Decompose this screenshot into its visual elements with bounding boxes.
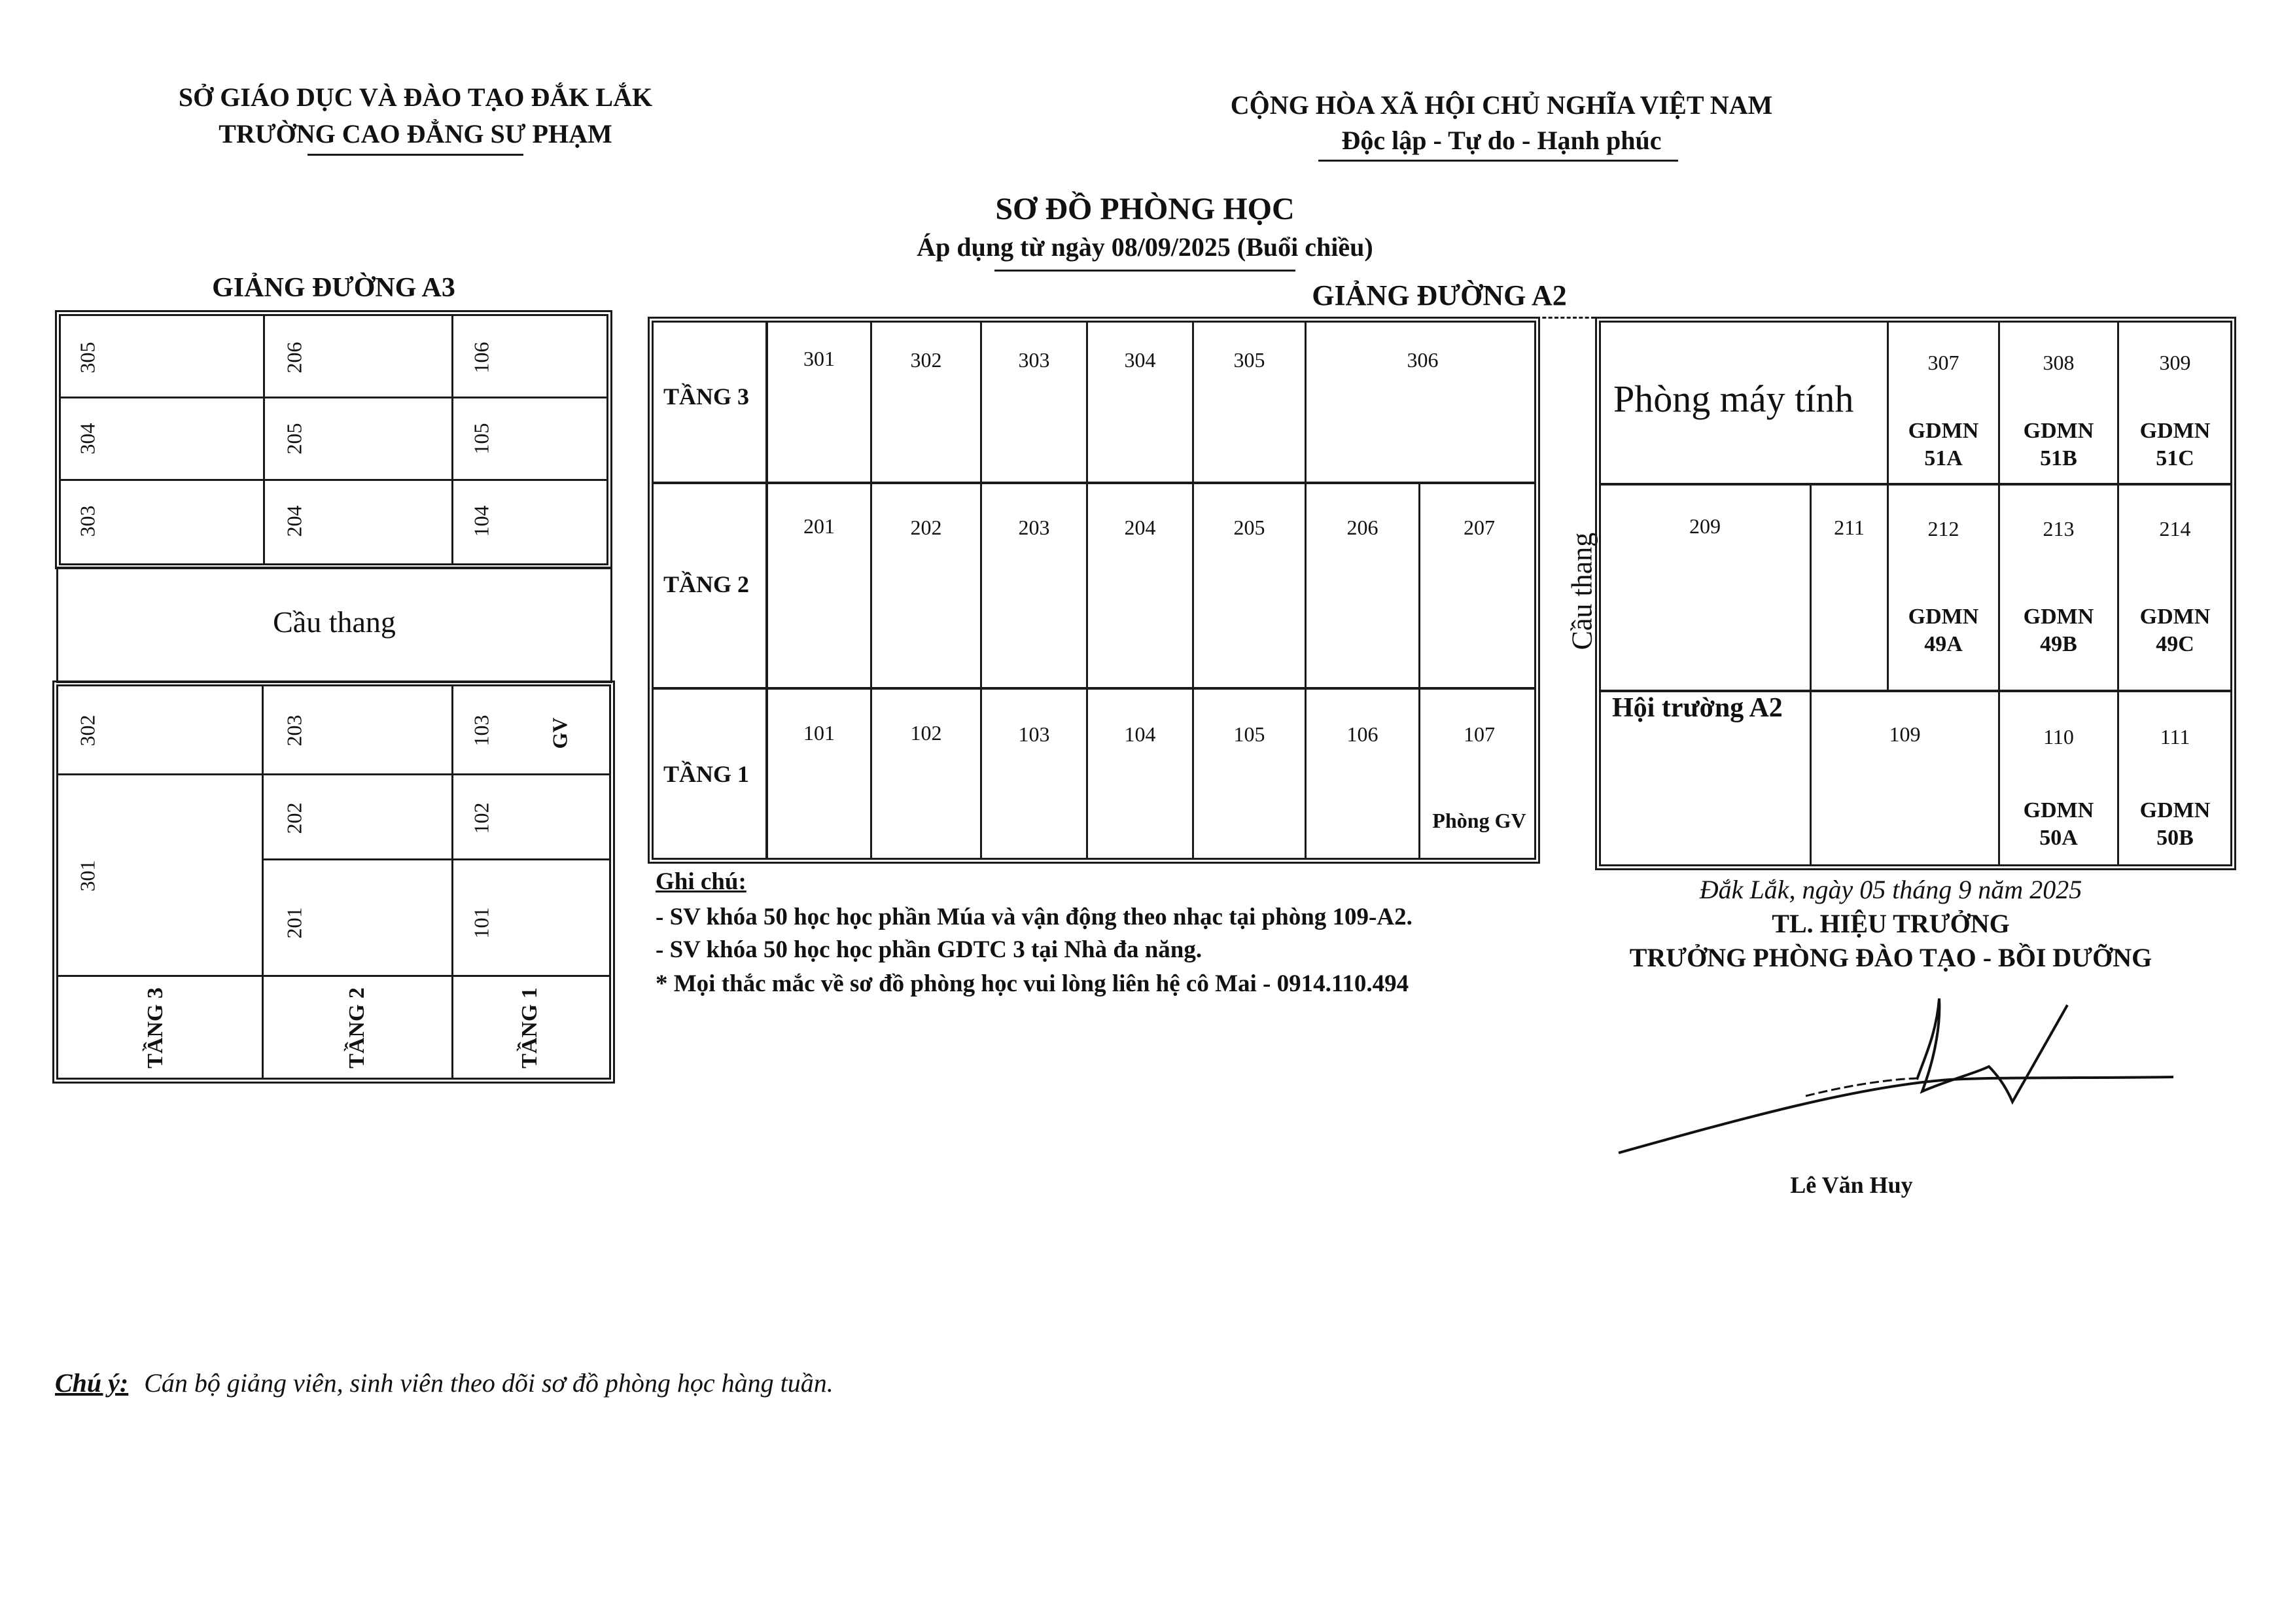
a3-floor3-label: TẦNG 3 <box>143 987 167 1068</box>
a3-divider <box>60 397 607 398</box>
a2-class-212: GDMN <box>1908 605 1979 629</box>
a2-room-211: 211 <box>1834 516 1865 539</box>
a3-room-304: 304 <box>75 423 99 455</box>
country-name: CỘNG HÒA XÃ HỘI CHỦ NGHĨA VIỆT NAM <box>1230 90 1773 120</box>
a2-room-106: 106 <box>1346 722 1378 746</box>
a2-divider <box>870 322 872 858</box>
a2-floor3-label: TẦNG 3 <box>663 383 750 410</box>
a2-room-213: 213 <box>2043 517 2075 540</box>
a3-room-201: 201 <box>282 907 306 939</box>
a3-room-103: 103 <box>469 715 493 747</box>
a3-floor2-label: TẦNG 2 <box>344 987 369 1068</box>
a2-room-303: 303 <box>1018 348 1050 372</box>
a3-divider <box>451 315 453 564</box>
a2-room-309: 309 <box>2159 351 2191 374</box>
a3-divider <box>60 479 607 481</box>
a2-class-213-code: 49B <box>2040 632 2077 656</box>
a3-gv-label: GV <box>548 717 572 749</box>
a2-floor-divider <box>653 482 1535 484</box>
a2-class-309: GDMN <box>2139 419 2211 443</box>
a2-class-110-code: 50A <box>2039 826 2078 850</box>
a2-room-307: 307 <box>1927 351 1959 374</box>
dept-name: SỞ GIÁO DỤC VÀ ĐÀO TẠO ĐẮK LẮK <box>178 82 653 112</box>
a2-room-107: 107 <box>1464 722 1495 746</box>
a2-room-302: 302 <box>910 348 942 372</box>
a2-class-110: GDMN <box>2023 798 2094 822</box>
a2-room-204: 204 <box>1124 516 1156 539</box>
subtitle-underline <box>994 270 1295 272</box>
signature-scribble <box>1609 981 2198 1165</box>
a2-divider <box>2117 322 2119 865</box>
a2-left-frame <box>648 317 1540 864</box>
a3-room-305: 305 <box>75 342 99 374</box>
notes-line-1: - SV khóa 50 học học phần Múa và vận động theo nhạc tại phòng 109-A2. <box>656 904 1413 930</box>
a2-hall: Hội trường A2 <box>1612 693 1783 723</box>
a2-room-110: 110 <box>2043 725 2074 749</box>
a2-divider <box>1418 484 1420 858</box>
a2-stairs-label: Cầu thang <box>1566 532 1598 650</box>
a2-room-105: 105 <box>1233 722 1265 746</box>
a3-room-206: 206 <box>282 342 306 374</box>
a2-class-308-code: 51B <box>2040 446 2077 470</box>
sign-title-1: TL. HIỆU TRƯỞNG <box>1772 909 2010 938</box>
a2-room-205: 205 <box>1233 516 1265 539</box>
motto-underline <box>1318 160 1678 162</box>
a2-floor1-label: TẦNG 1 <box>663 761 750 787</box>
a2-floor-divider <box>1600 483 2231 485</box>
a2-room-207: 207 <box>1464 516 1495 539</box>
motto: Độc lập - Tự do - Hạnh phúc <box>1341 126 1662 155</box>
page-title: SƠ ĐỒ PHÒNG HỌC <box>995 192 1295 226</box>
a3-label: GIẢNG ĐƯỜNG A3 <box>212 273 455 303</box>
sign-date: Đắk Lắk, ngày 05 tháng 9 năm 2025 <box>1699 875 2082 904</box>
footer-label: Chú ý: <box>55 1368 129 1398</box>
a3-room-302: 302 <box>75 715 99 747</box>
a2-room-305: 305 <box>1233 348 1265 372</box>
a3-room-203: 203 <box>282 715 306 747</box>
school-name-underline <box>307 154 523 156</box>
a3-divider <box>58 975 610 977</box>
a2-room-103: 103 <box>1018 722 1050 746</box>
a3-floor1-label: TẦNG 1 <box>517 987 542 1068</box>
a2-divider <box>765 322 768 858</box>
a2-floor2-label: TẦNG 2 <box>663 571 750 597</box>
a3-room-101: 101 <box>469 907 493 939</box>
footer-text: Cán bộ giảng viên, sinh viên theo dõi sơ đồ phòng học hàng tuần. <box>144 1368 834 1398</box>
a2-room-206: 206 <box>1346 516 1378 539</box>
a2-class-307: GDMN <box>1908 419 1979 443</box>
a3-room-205: 205 <box>282 423 306 455</box>
a2-divider <box>1810 485 1812 865</box>
a2-class-111: GDMN <box>2139 798 2211 822</box>
a3-stairs-label: Cầu thang <box>273 605 396 639</box>
a2-room-109: 109 <box>1889 722 1921 746</box>
notes-line-3: * Mọi thắc mắc về sơ đồ phòng học vui lòng liên hệ cô Mai - 0914.110.494 <box>656 970 1409 997</box>
a3-room-202: 202 <box>282 802 306 834</box>
a2-floor-divider <box>653 687 1535 690</box>
a2-room-301: 301 <box>803 347 835 370</box>
a2-divider <box>1086 322 1088 858</box>
a3-top-frame <box>55 310 612 569</box>
a2-room-102: 102 <box>910 721 942 745</box>
footer-note <box>55 1368 834 1398</box>
a2-divider <box>1998 322 2000 865</box>
signer-name: Lê Văn Huy <box>1790 1172 1913 1198</box>
a3-room-102: 102 <box>469 802 493 834</box>
a2-room-212: 212 <box>1927 517 1959 540</box>
school-name: TRƯỜNG CAO ĐẲNG SƯ PHẠM <box>219 119 612 149</box>
notes-line-2: - SV khóa 50 học học phần GDTC 3 tại Nhà đa năng. <box>656 936 1202 963</box>
a2-divider <box>1192 322 1194 858</box>
a3-room-106: 106 <box>469 342 493 374</box>
a2-label: GIẢNG ĐƯỜNG A2 <box>1312 279 1567 311</box>
a2-room-203: 203 <box>1018 516 1050 539</box>
a2-divider <box>980 322 982 858</box>
a2-room-101: 101 <box>803 721 835 745</box>
a3-room-105: 105 <box>469 423 493 455</box>
a2-class-212-code: 49A <box>1924 632 1963 656</box>
a3-room-104: 104 <box>469 505 493 537</box>
a3-room-301: 301 <box>75 860 99 892</box>
page-subtitle: Áp dụng từ ngày 08/09/2025 (Buổi chiều) <box>917 232 1373 262</box>
a2-phong-gv: Phòng GV <box>1432 809 1526 832</box>
a3-divider <box>264 858 610 860</box>
a2-class-213: GDMN <box>2023 605 2094 629</box>
a3-divider <box>263 315 265 564</box>
notes-heading: Ghi chú: <box>656 868 746 895</box>
a3-divider <box>58 773 610 775</box>
a3-room-303: 303 <box>75 505 99 537</box>
a2-room-201: 201 <box>803 514 835 538</box>
a2-room-306: 306 <box>1407 348 1439 372</box>
a2-room-214: 214 <box>2159 517 2191 540</box>
a2-class-309-code: 51C <box>2156 446 2194 470</box>
a2-class-111-code: 50B <box>2156 826 2194 850</box>
a2-room-111: 111 <box>2160 725 2190 749</box>
a2-class-214: GDMN <box>2139 605 2211 629</box>
a3-divider <box>262 686 264 1078</box>
a2-divider <box>1305 322 1307 858</box>
a2-class-308: GDMN <box>2023 419 2094 443</box>
a2-class-214-code: 49C <box>2156 632 2194 656</box>
a2-room-202: 202 <box>910 516 942 539</box>
a3-room-204: 204 <box>282 505 306 537</box>
a2-room-209: 209 <box>1689 514 1721 538</box>
a3-divider <box>451 686 453 1078</box>
a2-room-104: 104 <box>1124 722 1156 746</box>
a2-label-dash <box>1536 317 1595 319</box>
a2-room-304: 304 <box>1124 348 1156 372</box>
a2-room-308: 308 <box>2043 351 2075 374</box>
a2-computer-room: Phòng máy tính <box>1613 378 1854 420</box>
sign-title-2: TRƯỞNG PHÒNG ĐÀO TẠO - BỒI DƯỠNG <box>1629 943 2152 972</box>
a2-class-307-code: 51A <box>1924 446 1963 470</box>
